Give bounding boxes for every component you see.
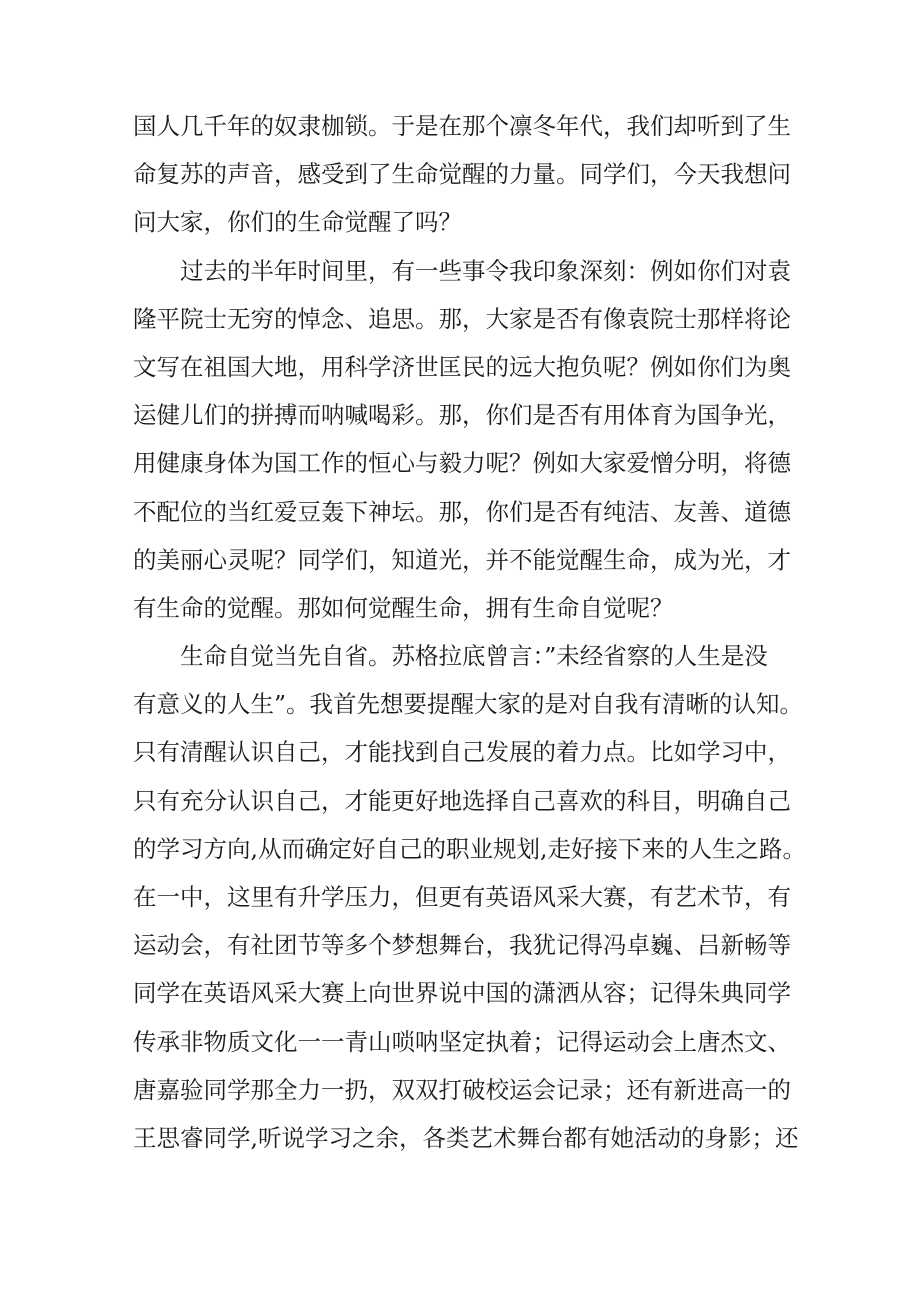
paragraph [133, 632, 813, 1162]
text-line: 有意义的人生”。我首先想要提醒大家的是对自我有清晰的认知。 [133, 690, 804, 719]
text-line: 同学在英语风采大赛上向世界说中国的潇洒从容；记得朱典同学 [133, 979, 791, 1008]
paragraph [133, 247, 813, 633]
text-line: 的学习方向,从而确定好自己的职业规划,走好接下来的人生之路。 [133, 834, 806, 863]
text-line: 命复苏的声音，感受到了生命觉醒的力量。同学们，今天我想问 [133, 160, 791, 189]
text-line: 过去的半年时间里，有一些事令我印象深刻：例如你们对袁 [180, 256, 791, 285]
text-line: 隆平院士无穷的悼念、追思。那，大家是否有像袁院士那样将论 [133, 304, 791, 333]
text-line: 传承非物质文化一一青山唢呐坚定执着；记得运动会上唐杰文、 [133, 1027, 791, 1056]
text-line: 只有充分认识自己，才能更好地选择自己喜欢的科目，明确自己 [133, 786, 791, 815]
text-line: 的美丽心灵呢？同学们，知道光，并不能觉醒生命，成为光，才 [133, 545, 791, 574]
text-line: 唐嘉验同学那全力一扔，双双打破校运会记录；还有新进高一的 [133, 1075, 791, 1104]
text-line: 运健儿们的拼搏而呐喊喝彩。那，你们是否有用体育为国争光， [133, 401, 791, 430]
text-line: 问大家，你们的生命觉醒了吗？ [133, 208, 462, 237]
text-line: 文写在祖国大地，用科学济世匡民的远大抱负呢？例如你们为奥 [133, 352, 791, 381]
text-line: 用健康身体为国工作的恒心与毅力呢？例如大家爱憎分明，将德 [133, 449, 791, 478]
text-line: 生命自觉当先自省。苏格拉底曾言：”未经省察的人生是没 [180, 642, 768, 671]
text-line: 运动会，有社团节等多个梦想舞台，我犹记得冯卓巍、吕新畅等 [133, 931, 791, 960]
text-line: 王思睿同学,听说学习之余，各类艺术舞台都有她活动的身影；还 [133, 1123, 799, 1152]
text-line: 在一中，这里有升学压力，但更有英语风采大赛，有艺术节，有 [133, 883, 791, 911]
text-line: 只有清醒认识自己，才能找到自己发展的着力点。比如学习中， [133, 738, 791, 767]
text-line: 不配位的当红爱豆轰下神坛。那，你们是否有纯洁、友善、道德 [133, 497, 791, 526]
text-line: 国人几千年的奴隶枷锁。于是在那个凛冬年代，我们却听到了生 [133, 112, 791, 140]
paragraph [133, 102, 813, 247]
document-body [133, 102, 813, 1162]
text-line: 有生命的觉醒。那如何觉醒生命，拥有生命自觉呢？ [133, 593, 674, 622]
